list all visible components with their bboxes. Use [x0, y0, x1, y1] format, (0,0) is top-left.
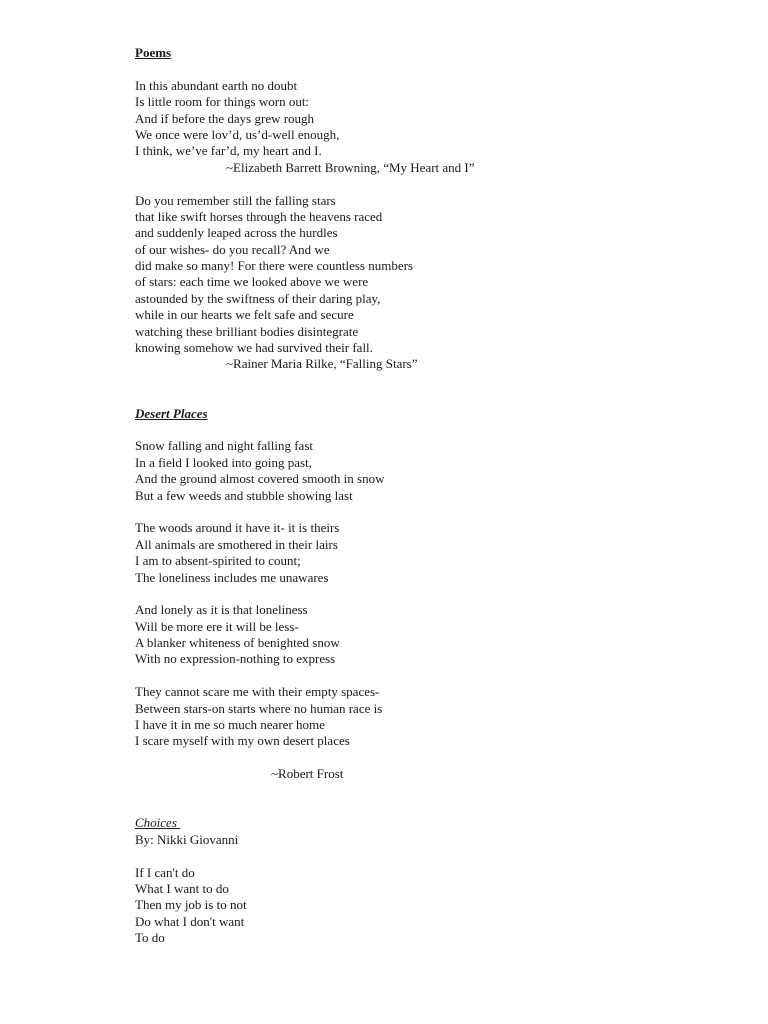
poem-line: But a few weeds and stubble showing last — [135, 487, 353, 503]
poem-line: I think, we’ve far’d, my heart and I. — [135, 143, 322, 159]
poem-line: Will be more ere it will be less- — [135, 618, 299, 634]
poem-title: Desert Places — [135, 405, 208, 421]
poem-choices — [135, 815, 695, 946]
poem-line: A blanker whiteness of benighted snow — [135, 635, 340, 651]
poem-line: We once were lov’d, us’d-well enough, — [135, 126, 340, 142]
poem-line: In this abundant earth no doubt — [135, 77, 298, 93]
poem-line: that like swift horses through the heavens raced — [135, 208, 383, 224]
document-title: Poems — [135, 45, 172, 60]
poem-title: Choices — [135, 815, 181, 831]
poem-desert-places — [135, 406, 695, 783]
poem-line: and suddenly leaped across the hurdles — [135, 225, 338, 241]
poem-line: watching these brilliant bodies disintegrate — [135, 323, 359, 339]
poem-falling-stars — [135, 193, 695, 373]
poem-line: And if before the days grew rough — [135, 110, 315, 126]
poem-line: What I want to do — [135, 880, 229, 896]
poem-line: of stars: each time we looked above we were — [135, 274, 369, 290]
poem-my-heart-and-i — [135, 78, 695, 176]
poem-line: knowing somehow we had survived their fall. — [135, 340, 373, 356]
poem-line: Do you remember still the falling stars — [135, 192, 336, 208]
poem-line: I have it in me so much nearer home — [135, 717, 325, 733]
poem-line: while in our hearts we felt safe and secure — [135, 307, 354, 323]
poem-line: The woods around it have it- it is theirs — [135, 520, 340, 536]
poem-line: And lonely as it is that loneliness — [135, 602, 308, 618]
poem-line: In a field I looked into going past, — [135, 454, 312, 470]
poem-line: astounded by the swiftness of their daring play, — [135, 290, 381, 306]
poem-attribution: ~Robert Frost — [271, 766, 344, 782]
poem-line: of our wishes- do you recall? And we — [135, 241, 330, 257]
poem-line: If I can't do — [135, 864, 195, 880]
poem-line: The loneliness includes me unawares — [135, 569, 329, 585]
poem-line: Snow falling and night falling fast — [135, 438, 314, 454]
poem-attribution: ~Elizabeth Barrett Browning, “My Heart and I” — [226, 159, 475, 175]
poem-line: I scare myself with my own desert places — [135, 733, 350, 749]
poem-attribution: ~Rainer Maria Rilke, “Falling Stars” — [226, 356, 418, 372]
poem-line: And the ground almost covered smooth in snow — [135, 471, 385, 487]
poem-line: Between stars-on starts where no human race is — [135, 700, 383, 716]
poem-line: With no expression-nothing to express — [135, 651, 336, 667]
poem-line: Do what I don't want — [135, 913, 245, 929]
poem-line: They cannot scare me with their empty spaces- — [135, 684, 380, 700]
poem-line: Then my job is to not — [135, 897, 247, 913]
poem-line: Is little room for things worn out: — [135, 94, 310, 110]
document-page — [135, 45, 695, 947]
poem-line: All animals are smothered in their lairs — [135, 536, 338, 552]
poem-byline: By: Nikki Giovanni — [135, 831, 239, 847]
poem-line: did make so many! For there were countless numbers — [135, 258, 413, 274]
poem-line: To do — [135, 930, 165, 946]
poem-line: I am to absent-spirited to count; — [135, 553, 301, 569]
